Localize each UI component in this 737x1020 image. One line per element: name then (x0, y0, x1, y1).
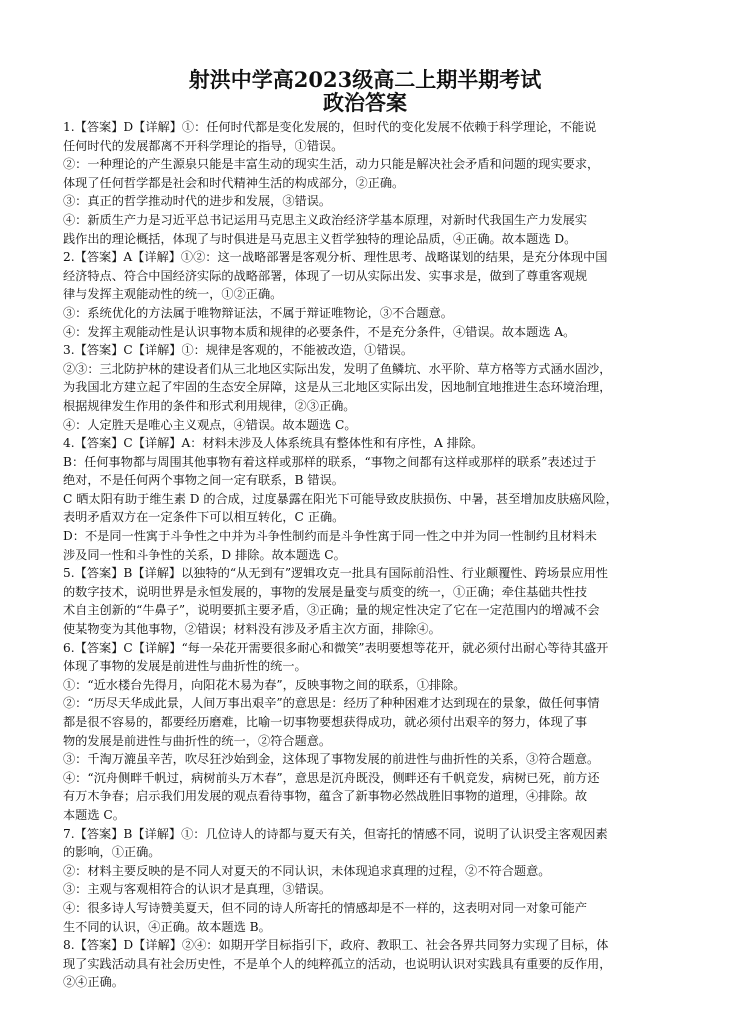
text-line: 4.【答案】C【详解】A：材料未涉及人体系统具有整体性和有序性，A 排除。 (63, 436, 484, 451)
text-line: 践作出的理论概括，体现了与时俱进是马克思主义哲学独特的理论品质，④正确。故本题选 D。 (63, 231, 577, 246)
text-line: 7.【答案】B【详解】①：几位诗人的诗都与夏天有关，但寄托的情感不同，说明了认识受主客观因素 (63, 826, 608, 841)
text-line: 绝对，不是任何两个事物之间一定有联系，B 错误。 (63, 473, 344, 488)
text-line: ②：一种理论的产生源泉只能是丰富生动的现实生活，动力只能是解决社会矛盾和问题的现实要求， (63, 157, 600, 172)
text-line: 现了实践活动具有社会历史性，不是单个人的纯粹孤立的活动，也说明认识对实践具有重要的反作用， (63, 956, 612, 971)
text-line: ③：千淘万漉虽辛苦，吹尽狂沙始到金，这体现了事物发展的前进性与曲折性的关系，③符合题意。 (63, 752, 600, 767)
text-line: 6.【答案】C【详解】“每一朵花开需要很多耐心和微笑”表明要想等花开，就必须付出耐心等待其盛开 (63, 640, 609, 655)
text-line: ③：主观与客观相符合的认识才是真理，③错误。 (63, 882, 332, 897)
text-line: 任何时代的发展都离不开科学理论的指导，①错误。 (63, 138, 344, 153)
text-line: ④：发挥主观能动性是认识事物本质和规律的必要条件，不是充分条件，④错误。故本题选 A。 (63, 324, 576, 339)
text-line: 生不同的认识，④正确。故本题选 B。 (63, 919, 271, 934)
text-line: ①：“近水楼台先得月，向阳花木易为春”，反映事物之间的联系，①排除。 (63, 677, 466, 692)
text-line: 本题选 C。 (63, 807, 125, 822)
text-line: 物的发展是前进性与曲折性的统一，②符合题意。 (63, 733, 332, 748)
page-subtitle: 政治答案 (323, 90, 407, 115)
text-line: ③：系统优化的方法属于唯物辩证法，不属于辩证唯物论，③不合题意。 (63, 305, 453, 320)
text-line: 律与发挥主观能动性的统一，①②正确。 (63, 287, 283, 302)
page-title: 射洪中学高2023级高二上期半期考试 (188, 67, 542, 92)
text-line: 都是很不容易的，都要经历磨难，比喻一切事物要想获得成功，就必须付出艰辛的努力，体现了事 (63, 715, 588, 729)
text-line: ②③：三北防护林的建设者们从三北地区实际出发，发明了鱼鳞坑、水平阶、草方格等方式涵水固沙， (63, 361, 612, 376)
text-line: 体现了任何哲学都是社会和时代精神生活的构成部分，②正确。 (63, 175, 405, 190)
text-line: 术自主创新的“牛鼻子”，说明要抓主要矛盾，③正确；量的规定性决定了它在一定范围内的增减不会 (63, 603, 600, 618)
text-line: 有万木争春；启示我们用发展的观点看待事物，蕴含了新事物必然战胜旧事物的道理，④排除。故 (63, 789, 588, 804)
text-line: ②：材料主要反映的是不同人对夏天的不同认识，未体现追求真理的过程，②不符合题意。 (63, 863, 551, 878)
text-line: ②④正确。 (63, 975, 124, 990)
text-line: ④：新质生产力是习近平总书记运用马克思主义政治经济学基本原理，对新时代我国生产力发展实 (63, 212, 588, 227)
text-line: ③：真正的哲学推动时代的进步和发展，③错误。 (63, 194, 332, 209)
text-line: ④：“沉舟侧畔千帆过，病树前头万木春”，意思是沉舟既没，侧畔还有千帆竞发，病树已死，前方还 (63, 770, 600, 785)
text-line: 根据规律发生作用的条件和形式利用规律，②③正确。 (63, 398, 356, 413)
text-line: 为我国北方建立起了牢固的生态安全屏障，这是从三北地区实际出发，因地制宜地推进生态环境治理， (63, 380, 612, 395)
text-line: 5.【答案】B【详解】以独特的“从无到有”逻辑攻克一批具有国际前沿性、行业颠覆性、跨场景应用性 (63, 566, 608, 581)
text-line: 涉及同一性和斗争性的关系，D 排除。故本题选 C。 (63, 547, 346, 562)
text-line: B：任何事物都与周围其他事物有着这样或那样的联系，“事物之间都有这样或那样的联系”表述过于 (63, 454, 597, 469)
text-line: 使某物变为其他事物，②错误；材料没有涉及矛盾主次方面，排除④。 (63, 622, 441, 637)
text-line: 的数字技术，说明世界是永恒发展的，事物的发展是量变与质变的统一，①正确；牵住基础共性技 (63, 584, 588, 599)
text-line: 2.【答案】A【详解】①②：这一战略部署是客观分析、理性思考、战略谋划的结果，是充分体现中国 (63, 250, 608, 265)
text-line: ②：“历尽天华成此景，人间万事出艰辛”的意思是：经历了种种困难才达到现在的景象，做任何事情 (63, 696, 600, 711)
text-line: C 晒太阳有助于维生素 D 的合成，过度暴露在阳光下可能导致皮肤损伤、中暑，甚至增加皮肤癌风险， (63, 491, 618, 506)
text-line: 经济特点、符合中国经济实际的战略部署，体现了一切从实际出发、实事求是，做到了尊重客观规 (63, 268, 588, 283)
text-line: 体现了事物的发展是前进性与曲折性的统一。 (63, 659, 307, 674)
text-line: D：不是同一性寓于斗争性之中并为斗争性制约而是斗争性寓于同一性之中并为同一性制约且材料未 (63, 529, 597, 544)
text-line: ④：人定胜天是唯心主义观点，④错误。故本题选 C。 (63, 417, 357, 432)
text-line: ④：很多诗人写诗赞美夏天，但不同的诗人所寄托的情感却是不一样的，这表明对同一对象可能产 (63, 900, 588, 915)
text-line: 表明矛盾双方在一定条件下可以相互转化，C 正确。 (63, 510, 345, 525)
text-line: 8.【答案】D【详解】②④：如期开学目标指引下，政府、教职工、社会各界共同努力实现了目标，体 (63, 938, 609, 953)
text-line: 的影响，①正确。 (63, 845, 161, 860)
answer-content (63, 118, 667, 992)
text-line: 1.【答案】D【详解】①：任何时代都是变化发展的，但时代的变化发展不依赖于科学理论，不能说 (63, 120, 597, 134)
text-line: 3.【答案】C【详解】①：规律是客观的，不能被改造，①错误。 (63, 343, 414, 358)
